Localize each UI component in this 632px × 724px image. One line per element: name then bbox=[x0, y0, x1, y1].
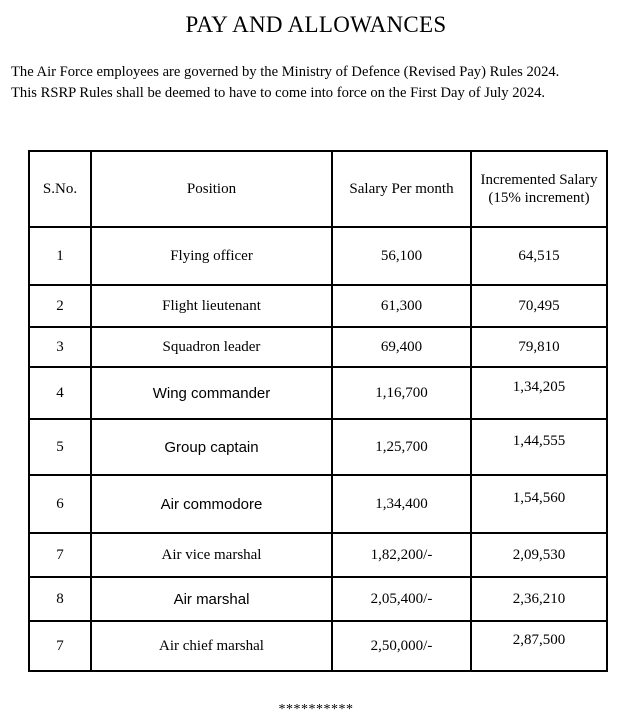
cell-position: Air chief marshal bbox=[91, 621, 332, 671]
cell-incremented bbox=[471, 621, 607, 671]
cell-salary: 69,400 bbox=[332, 327, 471, 367]
intro-line-1: The Air Force employees are governed by the Ministry of Defence (Revised Pay) Rules 2024. bbox=[11, 64, 560, 80]
cell-incremented: 2,09,530 bbox=[471, 533, 607, 577]
header-position: Position bbox=[91, 151, 332, 227]
cell-position: Air commodore bbox=[91, 475, 332, 533]
header-salary: Salary Per month bbox=[332, 151, 471, 227]
cell-salary: 2,05,400/- bbox=[332, 577, 471, 621]
cell-incremented bbox=[471, 475, 607, 533]
cell-incremented: 79,810 bbox=[471, 327, 607, 367]
cell-salary: 61,300 bbox=[332, 285, 471, 327]
cell-position: Flying officer bbox=[91, 227, 332, 285]
cell-sno: 8 bbox=[29, 577, 91, 621]
cell-salary: 1,82,200/- bbox=[332, 533, 471, 577]
table-row bbox=[29, 285, 607, 327]
cell-sno: 5 bbox=[29, 419, 91, 475]
cell-sno: 3 bbox=[29, 327, 91, 367]
cell-sno: 4 bbox=[29, 367, 91, 419]
cell-salary: 1,16,700 bbox=[332, 367, 471, 419]
cell-sno: 7 bbox=[29, 621, 91, 671]
table-row bbox=[29, 577, 607, 621]
table-row bbox=[29, 227, 607, 285]
footer-asterisks: ********** bbox=[278, 702, 354, 717]
table-header-row bbox=[29, 151, 607, 227]
cell-position: Air marshal bbox=[91, 577, 332, 621]
incremented-value: 1,44,555 bbox=[512, 432, 566, 449]
cell-salary: 2,50,000/- bbox=[332, 621, 471, 671]
incremented-value: 1,54,560 bbox=[512, 489, 566, 506]
intro-paragraph bbox=[11, 62, 631, 104]
table-row bbox=[29, 419, 607, 475]
intro-line-2: This RSRP Rules shall be deemed to have to come into force on the First Day of July 2024. bbox=[11, 85, 546, 101]
cell-position: Group captain bbox=[91, 419, 332, 475]
cell-incremented bbox=[471, 367, 607, 419]
cell-incremented: 64,515 bbox=[471, 227, 607, 285]
page-title: PAY AND ALLOWANCES bbox=[185, 12, 447, 37]
header-incremented-salary: Incremented Salary (15% increment) bbox=[471, 151, 607, 227]
cell-incremented: 70,495 bbox=[471, 285, 607, 327]
cell-position: Flight lieutenant bbox=[91, 285, 332, 327]
cell-position: Squadron leader bbox=[91, 327, 332, 367]
cell-salary: 1,34,400 bbox=[332, 475, 471, 533]
incremented-value: 2,87,500 bbox=[512, 631, 566, 648]
pay-table bbox=[28, 150, 608, 672]
cell-salary: 1,25,700 bbox=[332, 419, 471, 475]
cell-sno: 2 bbox=[29, 285, 91, 327]
table-row bbox=[29, 621, 607, 671]
header-sno: S.No. bbox=[29, 151, 91, 227]
incremented-value: 1,34,205 bbox=[512, 378, 566, 395]
cell-salary: 56,100 bbox=[332, 227, 471, 285]
cell-sno: 7 bbox=[29, 533, 91, 577]
cell-position: Wing commander bbox=[91, 367, 332, 419]
table-row bbox=[29, 533, 607, 577]
cell-position: Air vice marshal bbox=[91, 533, 332, 577]
cell-incremented: 2,36,210 bbox=[471, 577, 607, 621]
cell-sno: 1 bbox=[29, 227, 91, 285]
cell-sno: 6 bbox=[29, 475, 91, 533]
table-row bbox=[29, 367, 607, 419]
cell-incremented bbox=[471, 419, 607, 475]
table-row bbox=[29, 475, 607, 533]
table-row bbox=[29, 327, 607, 367]
